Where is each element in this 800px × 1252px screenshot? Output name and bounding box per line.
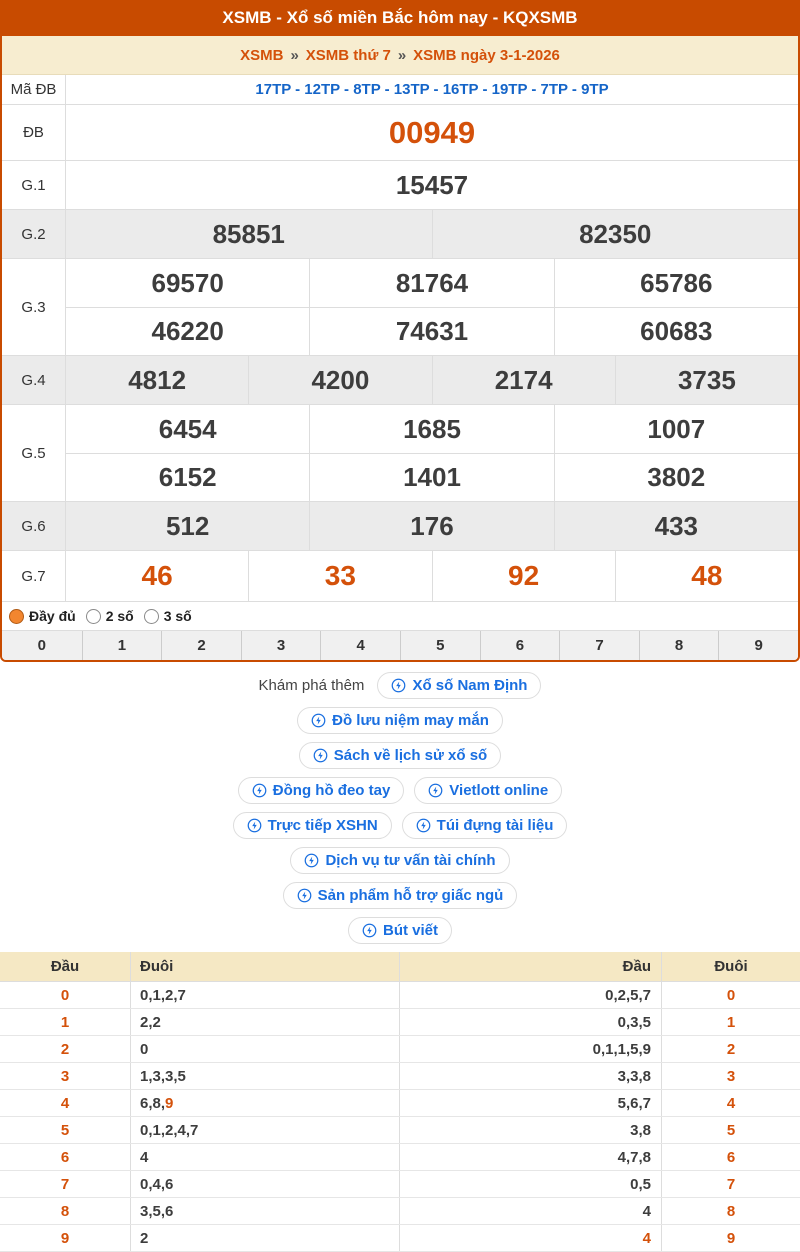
radio-icon (9, 609, 24, 624)
explore-link-label: Xổ số Nam Định (412, 677, 528, 694)
prize-number: 74631 (309, 308, 553, 355)
prize-number: 65786 (554, 259, 798, 307)
digit-cell[interactable]: 5 (400, 631, 480, 660)
duoi-cell: 6 (726, 1148, 736, 1166)
digit-list: 0,4,6 (140, 1175, 174, 1193)
prize-row (2, 105, 798, 161)
digit-cell[interactable]: 0 (37, 637, 46, 654)
digit-cell[interactable]: 8 (639, 631, 719, 660)
dau-list-cell (400, 1225, 662, 1251)
prize-number: 46220 (151, 316, 224, 346)
digit-list: 0,3,5 (617, 1013, 651, 1031)
prize-label: G.3 (2, 259, 66, 355)
highlighted-digit: 4 (642, 1229, 651, 1247)
prize-number: 46 (141, 560, 173, 591)
prize-number: 6152 (158, 462, 217, 492)
radio-icon (144, 609, 159, 624)
digit-list: 0,5 (630, 1175, 651, 1193)
prize-line (66, 210, 798, 258)
filter-option-label: 3 số (163, 608, 192, 624)
prize-number: 82350 (432, 210, 799, 258)
prize-label: G.2 (2, 210, 66, 258)
explore-link[interactable] (299, 742, 501, 769)
explore-link-label: Sách về lịch sử xổ số (333, 747, 488, 764)
duoi-cell: 1 (726, 1013, 736, 1031)
duoi-list-cell (131, 982, 400, 1008)
digit-filter-strip (2, 631, 798, 660)
prize-line (66, 161, 798, 209)
dau-list-cell (400, 1198, 662, 1224)
digit-list: 0,1,2,7 (140, 986, 186, 1004)
highlighted-digit: 9 (165, 1094, 174, 1112)
prize-row (2, 259, 798, 356)
summary-row (0, 1063, 800, 1090)
dau-cell: 9 (0, 1225, 131, 1251)
page-title: XSMB - Xổ số miền Bắc hôm nay - KQXSMB (0, 0, 800, 36)
breadcrumb-separator: » (397, 46, 407, 64)
explore-row (0, 777, 800, 804)
flash-icon (416, 818, 431, 833)
explore-link[interactable] (297, 707, 503, 734)
digit-list: 6,8, (140, 1094, 166, 1112)
prize-row (2, 405, 798, 502)
prize-number: 92 (432, 551, 615, 601)
digit-list: 0 (140, 1040, 149, 1058)
breadcrumb-link[interactable]: XSMB (240, 46, 284, 64)
flash-icon (311, 713, 326, 728)
digit-cell[interactable]: 2 (161, 631, 241, 660)
header-dau-left: Đầu (0, 952, 131, 981)
dau-cell: 8 (0, 1198, 131, 1224)
prize-table (2, 75, 798, 602)
filter-option[interactable] (144, 608, 192, 624)
dau-list-cell (400, 1171, 662, 1197)
prize-line (66, 75, 798, 104)
duoi-list-cell (131, 1225, 400, 1251)
explore-row (0, 812, 800, 839)
duoi-cell: 8 (726, 1202, 736, 1220)
flash-icon (252, 783, 267, 798)
flash-icon (304, 853, 319, 868)
prize-cells (66, 405, 798, 501)
dau-list-cell (400, 1063, 662, 1089)
explore-row (0, 882, 800, 909)
prize-number: 2174 (432, 356, 615, 404)
explore-link[interactable] (238, 777, 405, 804)
prize-number: 1007 (554, 405, 798, 453)
summary-row (0, 1225, 800, 1252)
breadcrumb-separator: » (290, 46, 299, 64)
prize-label: G.4 (2, 356, 66, 404)
duoi-list-cell (131, 1144, 400, 1170)
explore-link[interactable] (290, 847, 509, 874)
radio-icon (86, 609, 101, 624)
dau-list-cell (400, 1036, 662, 1062)
flash-icon (313, 748, 328, 763)
dau-list-cell (400, 982, 662, 1008)
prize-number: 15457 (395, 169, 469, 200)
prize-cells (66, 75, 798, 104)
summary-row (0, 1198, 800, 1225)
summary-row (0, 1144, 800, 1171)
head-tail-table (0, 952, 800, 1252)
explore-row (0, 847, 800, 874)
explore-row (0, 742, 800, 769)
digit-cell[interactable]: 3 (241, 631, 321, 660)
explore-label: Khám phá thêm (258, 677, 365, 694)
prize-label: ĐB (2, 105, 66, 160)
flash-icon (247, 818, 262, 833)
duoi-cell: 7 (726, 1175, 736, 1193)
flash-icon (391, 678, 406, 693)
prize-number: 1685 (309, 405, 553, 453)
dau-cell: 1 (0, 1009, 131, 1035)
prize-cells (66, 551, 798, 601)
explore-link-label: Bút viết (382, 922, 438, 939)
display-filter (2, 602, 798, 631)
prize-label: G.7 (2, 551, 66, 601)
breadcrumb-link[interactable]: XSMB ngày 3-1-2026 (413, 46, 560, 64)
digit-list: 4 (642, 1202, 651, 1220)
dau-list-cell (400, 1144, 662, 1170)
digit-list: 5,6,7 (617, 1094, 651, 1112)
prize-line (66, 259, 798, 307)
prize-number: 3735 (615, 356, 798, 404)
prize-line (66, 307, 798, 355)
summary-row (0, 1090, 800, 1117)
filter-option-label: 2 số (105, 608, 134, 624)
prize-number: 33 (248, 551, 431, 601)
explore-row (0, 917, 800, 944)
explore-link[interactable] (402, 812, 568, 839)
digit-list: 0,1,1,5,9 (592, 1040, 651, 1058)
flash-icon (297, 888, 312, 903)
prize-number: 60683 (554, 308, 798, 355)
duoi-cell: 3 (726, 1067, 736, 1085)
duoi-list-cell (131, 1009, 400, 1035)
digit-cell[interactable]: 1 (82, 631, 162, 660)
digit-list: 1,3,3,5 (140, 1067, 186, 1085)
summary-row (0, 1009, 800, 1036)
explore-link-label: Đồng hồ đeo tay (272, 782, 391, 799)
duoi-cell: 9 (726, 1229, 736, 1247)
header-duoi-left: Đuôi (131, 952, 400, 981)
explore-link[interactable] (283, 882, 518, 909)
prize-number: 00949 (388, 114, 476, 150)
summary-row (0, 1171, 800, 1198)
prize-line (66, 453, 798, 501)
digit-list: 3,3,8 (617, 1067, 651, 1085)
filter-option-label: Đầy đủ (29, 608, 76, 624)
duoi-list-cell (131, 1063, 400, 1089)
filter-option[interactable] (86, 608, 134, 624)
duoi-cell: 5 (726, 1121, 736, 1139)
prize-cells (66, 210, 798, 258)
explore-link[interactable] (348, 917, 452, 944)
explore-link-label: Sản phẩm hỗ trợ giấc ngủ (317, 887, 504, 904)
prize-row (2, 551, 798, 602)
summary-header-row (0, 952, 800, 982)
explore-link[interactable] (414, 777, 562, 804)
explore-row (0, 672, 800, 699)
duoi-list-cell (131, 1117, 400, 1143)
prize-label: Mã ĐB (2, 75, 66, 104)
prize-number: 433 (554, 502, 798, 550)
prize-cells (66, 259, 798, 355)
prize-number: 4812 (128, 364, 187, 395)
prize-row (2, 356, 798, 405)
prize-cells (66, 105, 798, 160)
explore-link-label: Dịch vụ tư vấn tài chính (325, 852, 496, 869)
dau-list-cell (400, 1009, 662, 1035)
prize-number: 512 (165, 510, 210, 541)
digit-list: 0,2,5,7 (605, 986, 651, 1004)
dau-list-cell (400, 1090, 662, 1116)
digit-cell[interactable]: 9 (718, 631, 798, 660)
results-board (0, 36, 800, 662)
digit-cell[interactable]: 4 (320, 631, 400, 660)
flash-icon (362, 923, 377, 938)
duoi-list-cell (131, 1036, 400, 1062)
duoi-cell: 2 (726, 1040, 736, 1058)
prize-number: 3802 (554, 454, 798, 501)
duoi-list-cell (131, 1090, 400, 1116)
prize-label: G.6 (2, 502, 66, 550)
digit-list: 0,1,2,4,7 (140, 1121, 199, 1139)
flash-icon (428, 783, 443, 798)
dau-cell: 0 (0, 982, 131, 1008)
prize-row (2, 210, 798, 259)
dau-cell: 6 (0, 1144, 131, 1170)
header-duoi-right: Đuôi (714, 958, 748, 975)
prize-row (2, 161, 798, 210)
dau-cell: 7 (0, 1171, 131, 1197)
digit-list: 4,7,8 (617, 1148, 651, 1166)
prize-cells (66, 161, 798, 209)
prize-label: G.5 (2, 405, 66, 501)
dau-cell: 5 (0, 1117, 131, 1143)
digit-cell[interactable]: 6 (480, 631, 560, 660)
explore-link-label: Túi đựng tài liệu (436, 817, 554, 834)
digit-cell[interactable]: 7 (559, 631, 639, 660)
prize-number: 17TP - 12TP - 8TP - 13TP - 16TP - 19TP - 7TP - 9TP (255, 81, 609, 98)
prize-number: 81764 (309, 259, 553, 307)
digit-list: 4 (140, 1148, 149, 1166)
dau-list-cell (400, 1117, 662, 1143)
dau-cell: 3 (0, 1063, 131, 1089)
summary-row (0, 1036, 800, 1063)
prize-line (66, 405, 798, 453)
explore-link-label: Vietlott online (449, 782, 549, 799)
prize-number: 1401 (309, 454, 553, 501)
breadcrumb-link[interactable]: XSMB thứ 7 (305, 46, 391, 64)
duoi-cell: 4 (726, 1094, 736, 1112)
prize-number: 6454 (158, 413, 217, 444)
digit-list: 3,8 (630, 1121, 651, 1139)
breadcrumb (2, 36, 798, 75)
prize-number: 69570 (151, 267, 224, 298)
prize-number: 176 (309, 502, 553, 550)
prize-number: 4200 (248, 356, 431, 404)
prize-row (2, 502, 798, 551)
explore-link-label: Đồ lưu niệm may mắn (332, 712, 489, 729)
prize-cells (66, 502, 798, 550)
explore-row (0, 707, 800, 734)
prize-line (66, 105, 798, 160)
digit-list: 2,2 (140, 1013, 161, 1031)
duoi-list-cell (131, 1198, 400, 1224)
digit-list: 3,5,6 (140, 1202, 174, 1220)
duoi-cell: 0 (726, 986, 736, 1004)
digit-list: 2 (140, 1229, 149, 1247)
summary-row (0, 982, 800, 1009)
header-dau-right: Đầu (400, 952, 662, 981)
prize-number: 48 (615, 551, 798, 601)
prize-line (66, 502, 798, 550)
dau-cell: 4 (0, 1090, 131, 1116)
explore-link-label: Trực tiếp XSHN (267, 817, 378, 834)
prize-number: 85851 (212, 218, 285, 249)
prize-line (66, 356, 798, 404)
prize-line (66, 551, 798, 601)
duoi-list-cell (131, 1171, 400, 1197)
prize-cells (66, 356, 798, 404)
explore-link[interactable] (377, 672, 541, 699)
filter-option[interactable] (9, 608, 76, 624)
summary-row (0, 1117, 800, 1144)
explore-link[interactable] (233, 812, 392, 839)
prize-row (2, 75, 798, 105)
explore-section (0, 662, 800, 944)
dau-cell: 2 (0, 1036, 131, 1062)
prize-label: G.1 (2, 161, 66, 209)
